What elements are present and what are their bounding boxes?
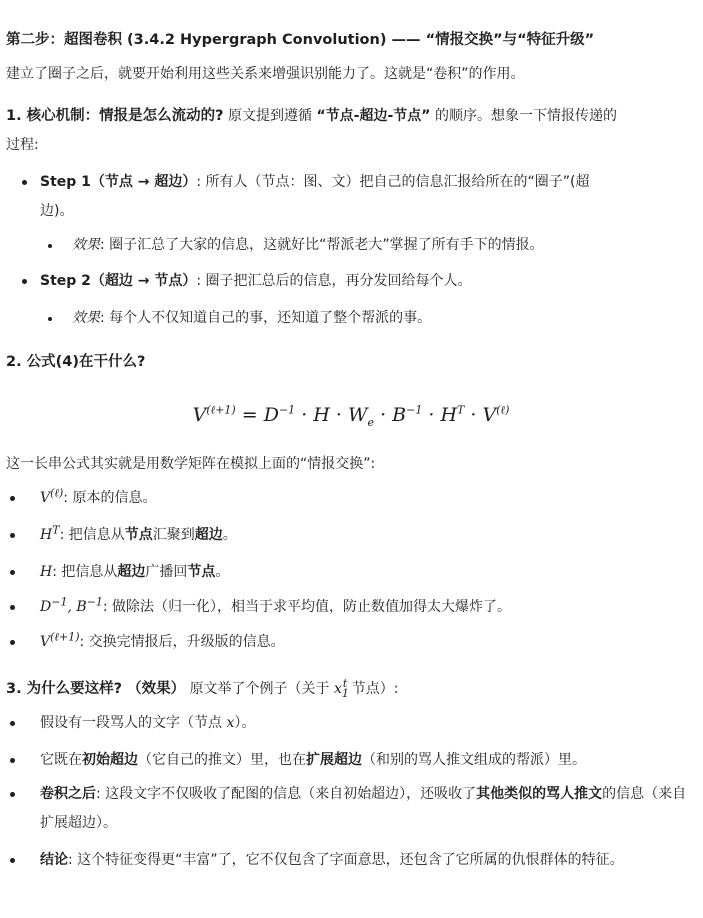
step1-body-2: 边)。 <box>40 203 74 219</box>
item-text: 的信息（来自扩展超边）。 <box>40 786 687 831</box>
item-bold: 超边 <box>194 527 223 543</box>
bullet-dot-icon <box>48 317 52 321</box>
step2-label: Step 2（超边 → 节点） <box>40 273 197 289</box>
bullet-dot-icon <box>10 496 15 501</box>
item-bold: 结论 <box>40 852 68 868</box>
s3-text-a: 原文举了个例子（关于 <box>189 681 330 697</box>
item-text: 征。 <box>595 852 624 868</box>
bullet-dot-icon <box>10 758 15 763</box>
bullet-dot-icon <box>10 858 15 863</box>
s2-intro: 这一长串公式其实就是用数学矩阵在模拟上面的“情报交换”: <box>6 456 376 472</box>
item-bold: 扩展超边 <box>306 752 362 768</box>
bullet-dot-icon <box>10 640 15 645</box>
item-text: : 做除法（归一化），相当于求平均值，防止数值加得太大爆炸了。 <box>102 599 512 615</box>
step2-body: : 圈子把汇总后的信息，再分发回给每个人。 <box>196 273 472 289</box>
item-text: : 这个特征变得更“丰富”了，它不仅包含了字面意思，还包含了它所属的仇恨群体的特 <box>68 852 596 868</box>
symbol-x1t: $x_1^t$ <box>329 677 349 700</box>
item-text: 。 <box>222 527 237 543</box>
symbol-h: H <box>40 564 53 580</box>
s1-heading: 1. 核心机制：情报是怎么流动的? <box>6 108 224 124</box>
item-text: 广播回 <box>145 564 188 580</box>
s3-text-b: 节点）: <box>351 681 399 697</box>
item-bold: 卷积之后 <box>40 786 96 802</box>
step1-body: : 所有人（节点：图、文）把自己的信息汇报给所在的“圈子”(超 <box>196 174 590 190</box>
section-title: 第二步：超图卷积 (3.4.2 Hypergraph Convolution) —— “情报交换”与“特征升级” <box>6 32 595 48</box>
formula-4: $V^{(\ell+1)} = D^{-1} \cdot H \cdot W_e \cdot B^{-1} \cdot H^T \cdot V^{(\ell)}$ <box>192 403 510 429</box>
step1-label: Step 1（节点 → 超边） <box>40 174 197 190</box>
intro-paragraph: 建立了圈子之后，就要开始利用这些关系来增强识别能力了。这就是“卷积”的作用。 <box>6 66 525 82</box>
s1-bold: “节点-超边-节点” <box>316 108 431 124</box>
bullet-dot-icon <box>10 792 15 797</box>
step1-text <box>40 168 680 226</box>
step1-effect-text: : 圈子汇总了大家的信息，这就好比“帮派老大”掌握了所有手下的情报。 <box>100 237 544 253</box>
item-bold: 超边 <box>117 564 146 580</box>
item-text: : 原本的信息。 <box>63 490 157 506</box>
item-text: （它自己的推文）里，也在 <box>138 752 306 768</box>
step2-effect-text: : 每个人不仅知道自己的事，还知道了整个帮派的事。 <box>100 310 432 326</box>
s1-text-c: 过程: <box>6 137 39 153</box>
s1-text-b: 的顺序。想象一下情报传递的 <box>434 108 617 124</box>
symbol-ht: $H^T$ <box>40 523 60 543</box>
item-text: （和别的骂人推文组成的帮派）里。 <box>362 752 586 768</box>
item-bold: 初始超边 <box>82 752 138 768</box>
item-text: : 把信息从 <box>59 527 125 543</box>
item-text: 假设有一段骂人的文字（节点 <box>40 715 222 731</box>
bullet-dot-icon <box>48 244 52 248</box>
step2-effect-label: 效果 <box>72 310 100 326</box>
s1-paragraph <box>6 102 696 160</box>
item-bold: 节点 <box>124 527 153 543</box>
item-bold: 其他类似的骂人推文 <box>476 786 603 802</box>
item-text: : 交换完情报后，升级版的信息。 <box>79 634 285 650</box>
symbol-d-b-inverse: $D^{-1}$, $B^{-1}$ <box>40 595 103 615</box>
bullet-dot-icon <box>10 605 15 610</box>
item-text: 它既在 <box>40 752 82 768</box>
item-text: : 把信息从 <box>52 564 118 580</box>
s1-text-a: 原文提到遵循 <box>228 108 313 124</box>
item-text: 。 <box>215 564 230 580</box>
bullet-dot-icon <box>10 570 15 575</box>
step1-effect-label: 效果 <box>72 237 100 253</box>
bullet-dot-icon <box>22 279 27 284</box>
step2-effect <box>72 304 431 333</box>
step1-effect <box>72 231 544 260</box>
step2-text <box>40 267 472 296</box>
item-bold: 节点 <box>187 564 216 580</box>
item-text: : 这段文字不仅吸收了配图的信息（来自初始超边），还吸收了 <box>96 786 477 802</box>
symbol-v-next: $V^{(\ell+1)}$ <box>40 630 80 650</box>
symbol-v-l: $V^{(\ell)}$ <box>40 486 64 506</box>
s3-paragraph <box>6 675 696 704</box>
bullet-dot-icon <box>10 533 15 538</box>
bullet-dot-icon <box>22 180 27 185</box>
item-text: 汇聚到 <box>152 527 195 543</box>
s3-heading: 3. 为什么要这样? （效果） <box>6 681 186 697</box>
s2-heading: 2. 公式(4)在干什么? <box>6 354 146 370</box>
item-text: ）。 <box>234 715 256 731</box>
symbol-x: x <box>222 715 235 731</box>
bullet-dot-icon <box>10 721 15 726</box>
